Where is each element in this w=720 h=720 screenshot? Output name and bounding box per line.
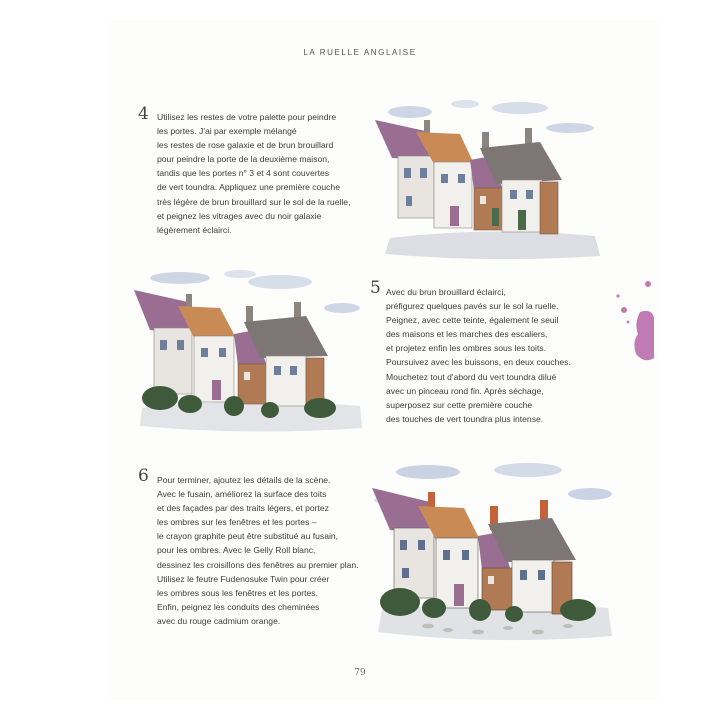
step-4-line: les restes de rose galaxie et de brun brouillard	[157, 140, 334, 151]
step-6-line: pour les ombres. Avec le Gelly Roll blanc,	[157, 545, 316, 556]
step-number-6: 6	[138, 466, 149, 486]
step-5-line: Mouchetez tout d'abord du vert toundra dilué	[386, 371, 557, 382]
watercolor-houses-illustration-step6	[368, 460, 618, 650]
step-6-line: dessinez les croisillons des fenêtres au premier plan.	[157, 559, 359, 570]
step-5-line: Avec du brun brouillard éclairci,	[386, 287, 506, 297]
step-6-line: les ombres sur les fenêtres et les portes –	[157, 517, 317, 528]
step-5-line: superposez sur cette première couche	[386, 399, 533, 410]
step-6-line: avec du rouge cadmium orange.	[157, 615, 281, 626]
step-4-line: Utilisez les restes de votre palette pour peindre	[157, 112, 337, 122]
step-5-line: des touches de vert toundra plus intense.	[386, 413, 544, 424]
step-text-6	[157, 473, 359, 628]
step-6-line: Avec le fusain, améliorez la surface des toits	[157, 489, 327, 500]
step-5-line: Peignez, avec cette teinte, également le seuil	[386, 315, 559, 326]
step-4-line: très légère de brun brouillard sur le sol de la ruelle,	[157, 196, 351, 207]
step-4-line: pour peindre la porte de la deuxième maison,	[157, 154, 330, 165]
step-5-line: et projetez enfin les ombres sous les toits.	[386, 343, 547, 354]
step-5-line: Poursuivez avec les buissons, en deux couches.	[386, 357, 571, 368]
step-5-line: préfigurez quelques pavés sur le sol la ruelle.	[386, 301, 559, 312]
step-text-4	[157, 110, 350, 237]
running-title: LA RUELLE ANGLAISE	[303, 48, 417, 57]
step-6-line: le crayon graphite peut être substitué au fusain,	[157, 531, 339, 542]
step-6-line: et des façades par des traits légers, et portez	[157, 503, 329, 514]
step-number-4: 4	[138, 104, 149, 124]
step-6-line: Pour terminer, ajoutez les détails de la scène.	[157, 475, 331, 485]
step-4-line: les portes. J'ai par exemple mélangé	[157, 126, 297, 137]
step-6-line: Utilisez le feutre Fudenosuke Twin pour créer	[157, 573, 330, 584]
step-4-line: légèrement éclairci.	[157, 224, 232, 235]
step-4-line: de vert toundra. Appliquez une première couche	[157, 182, 340, 193]
step-6-line: Enfin, peignez les conduits des cheminées	[157, 601, 320, 612]
paint-splash-decoration	[614, 278, 654, 364]
step-4-line: et peignez les vitrages avec du noir galaxie	[157, 210, 322, 221]
step-5-line: avec un pinceau rond fin. Après séchage,	[386, 385, 544, 396]
step-number-5: 5	[370, 278, 381, 298]
step-5-line: des maisons et les marches des escaliers,	[386, 329, 548, 340]
step-4-line: tandis que les portes n° 3 et 4 sont couvertes	[157, 168, 330, 179]
watercolor-houses-illustration-step4	[370, 98, 610, 268]
watercolor-houses-illustration-step5	[130, 268, 370, 440]
step-6-line: les ombres sous les fenêtres et les portes.	[157, 587, 318, 598]
sky-clouds	[388, 100, 594, 133]
step-text-5	[386, 285, 571, 426]
page-number: 79	[354, 668, 366, 678]
